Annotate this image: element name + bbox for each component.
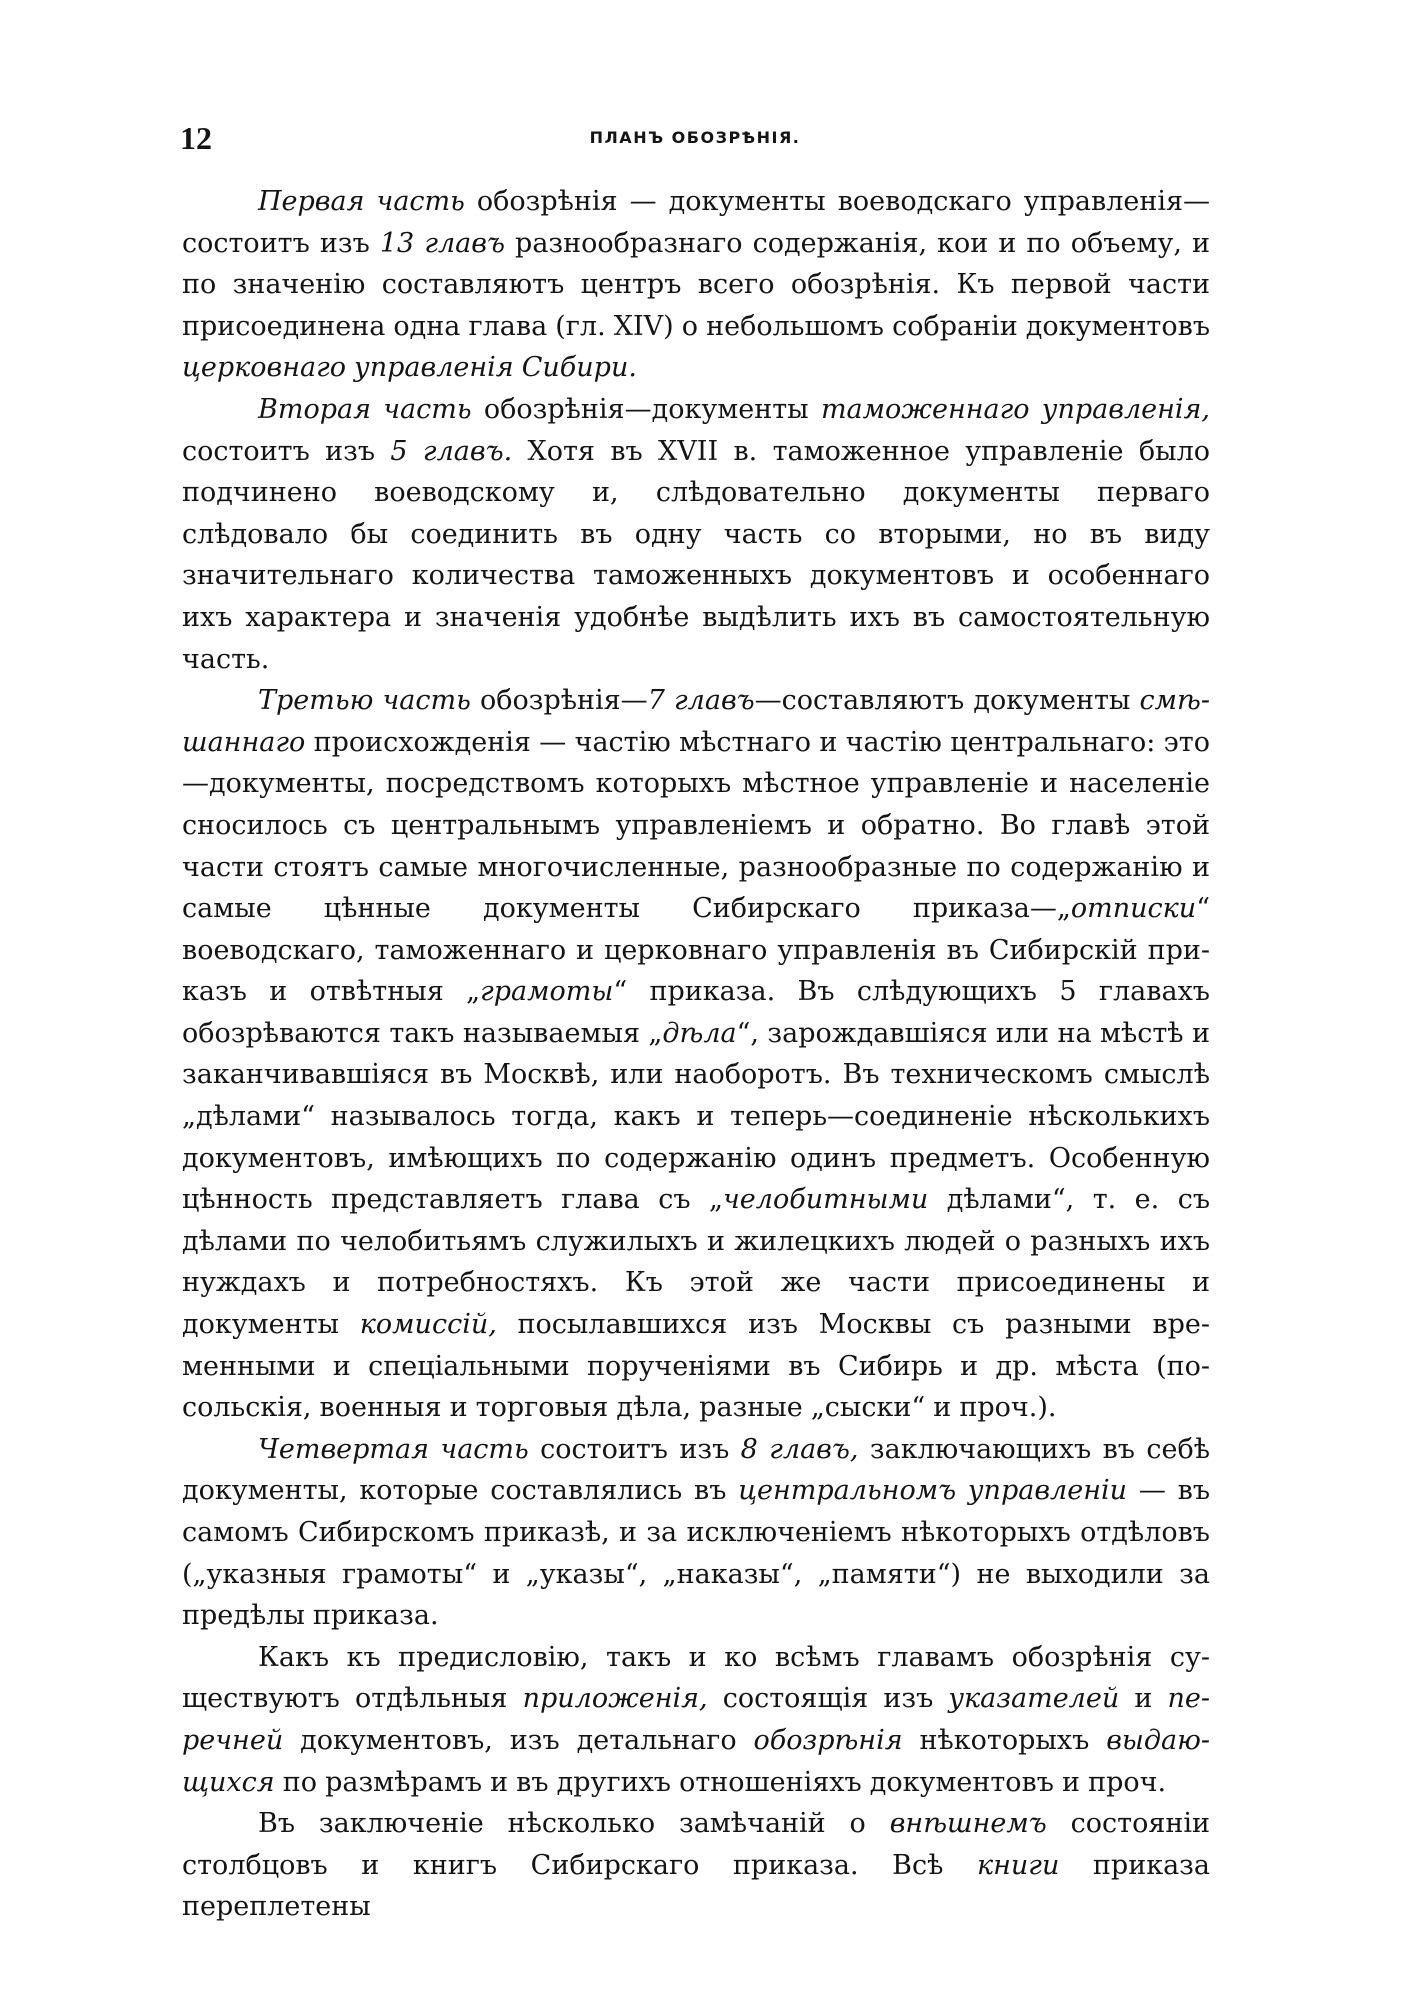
- text-run: Какъ къ предисловію, такъ и ко всѣмъ главамъ обозрѣнія существуютъ отдѣльныя: [182, 1641, 1210, 1715]
- text-run: по размѣрамъ и въ другихъ отношеніяхъ документовъ и проч.: [274, 1766, 1167, 1798]
- text-run: нѣкоторыхъ: [902, 1724, 1107, 1756]
- text-run: — въ самомъ Сибирскомъ приказѣ, и за исключеніемъ нѣкоторыхъ отдѣловъ („указныя грамоты“ и „указы“, „наказы“, „памяти“) не выходили за предѣлы приказа.: [182, 1475, 1211, 1632]
- italic-emphasis: Первая часть: [258, 186, 465, 217]
- italic-emphasis: дѣла: [662, 1017, 737, 1049]
- italic-emphasis: внѣшнемъ: [889, 1808, 1047, 1840]
- text-run: и: [1119, 1683, 1168, 1715]
- italic-emphasis: 7 главъ: [647, 685, 755, 717]
- text-run: состоящія изъ: [707, 1683, 949, 1715]
- italic-emphasis: смѣшаннаго: [182, 685, 1210, 758]
- text-run: состояніи столбцовъ и книгъ Сибирскаго приказа. Всѣ: [182, 1808, 1210, 1881]
- text-run: посылавшихся изъ Москвы съ разными временными и спеціальными порученіями въ Сибирь и др. мѣста (посольскія, военныя и торговыя дѣла, разные „сыски“ и проч.).: [182, 1309, 1210, 1424]
- text-run: приказа переплетены: [182, 1849, 1210, 1923]
- text-run: состоитъ изъ: [182, 435, 391, 467]
- paragraph-appendices: [182, 1637, 1210, 1803]
- text-run: документовъ, изъ детальнаго: [283, 1724, 754, 1756]
- italic-emphasis: 5 главъ.: [390, 435, 513, 467]
- running-title: ПЛАНЪ ОБОЗРѢНІЯ.: [589, 128, 801, 147]
- italic-emphasis: грамоты: [480, 976, 614, 1008]
- text-run: обозрѣнія—документы: [471, 393, 821, 425]
- text-run: заключающихъ въ себѣ документы, которые составлялись въ: [182, 1433, 1211, 1507]
- paragraph-second-part: [182, 389, 1210, 680]
- text-run: состоитъ изъ: [528, 1433, 741, 1465]
- text-run: дѣлами“, т. е. съ дѣлами по челобитьямъ служилыхъ и жилецкихъ людей о разныхъ ихъ нуждахъ и потребностяхъ. Къ этой же части присоединены и документы: [182, 1184, 1211, 1341]
- text-run: разнообразнаго содержанія, кои и по объему, и по значенію составляютъ центръ всего обозрѣнія. Къ первой части присоединена одна глава (гл. XIV) о небольшомъ собраніи документовъ: [182, 227, 1210, 342]
- italic-emphasis: церковнаго управленія Сибири.: [182, 352, 637, 384]
- running-head: [180, 118, 1210, 158]
- italic-emphasis: челобитными: [723, 1184, 929, 1216]
- italic-emphasis: Третью часть: [258, 685, 471, 717]
- italic-emphasis: выдающихся: [182, 1724, 1211, 1798]
- text-run: “ воеводскаго, таможеннаго и церковнаго управленія въ Сибирскій приказъ и отвѣтныя „: [182, 893, 1210, 1008]
- italic-emphasis: комиссій,: [359, 1309, 497, 1341]
- italic-emphasis: перечней: [182, 1683, 1210, 1756]
- italic-emphasis: указателей: [948, 1683, 1120, 1715]
- text-run: —составляютъ документы: [754, 685, 1140, 717]
- text-run: Въ заключеніе нѣсколько замѣчаній о: [258, 1808, 890, 1840]
- paragraph-third-part: [182, 680, 1210, 1429]
- paragraph-first-part: [182, 181, 1210, 389]
- italic-emphasis: приложенія,: [522, 1683, 708, 1715]
- paragraph-fourth-part: [182, 1429, 1210, 1637]
- paragraph-conclusion: [182, 1803, 1210, 1928]
- italic-emphasis: книги: [977, 1849, 1060, 1881]
- italic-emphasis: обозрѣнія: [753, 1724, 903, 1756]
- italic-emphasis: 8 главъ,: [740, 1433, 859, 1465]
- italic-emphasis: Вторая часть: [258, 393, 472, 425]
- italic-emphasis: 13 главъ: [379, 227, 505, 259]
- italic-emphasis: таможеннаго управленія,: [820, 393, 1211, 425]
- text-run: “ приказа. Въ слѣдующихъ 5 главахъ обозрѣваются такъ называемыя „: [182, 976, 1210, 1049]
- italic-emphasis: отписки: [1070, 893, 1197, 925]
- text-run: происхожденія — частію мѣстнаго и частію центральнаго: это—документы, посредствомъ которыхъ мѣстное управленіе и населеніе сносилось съ центральнымъ управленіемъ и обратно. Во главѣ этой части стоятъ самые многочисленные, разнообразные по содержанію и самые цѣнные документы Сибирскаго приказа—„: [182, 726, 1210, 925]
- text-run: “, зарождавшіяся или на мѣстѣ и заканчивавшіяся въ Москвѣ, или наоборотъ. Въ техническомъ смыслѣ „дѣлами“ называлось тогда, какъ и теперь—соединеніе нѣсколькихъ документовъ, имѣющихъ по содержанію одинъ предметъ. Особенную цѣнность представляетъ глава съ „: [182, 1017, 1210, 1216]
- page-number: 12: [180, 120, 212, 156]
- text-body: [182, 181, 1210, 1928]
- text-run: Хотя въ XVII в. таможенное управленіе было подчинено воеводскому и, слѣдовательно документы перваго слѣдовало бы соединить въ одну часть со вторыми, но въ виду значительнаго количества таможенныхъ документовъ и особеннаго ихъ характера и значенія удобнѣе выдѣлить ихъ въ самостоятельную часть.: [182, 435, 1210, 675]
- italic-emphasis: Четвертая часть: [258, 1433, 529, 1465]
- text-run: обозрѣнія—: [470, 685, 648, 717]
- text-run: обозрѣнія — документы воеводскаго управленія—состоитъ изъ: [182, 186, 1210, 259]
- italic-emphasis: центральномъ управленіи: [738, 1475, 1128, 1507]
